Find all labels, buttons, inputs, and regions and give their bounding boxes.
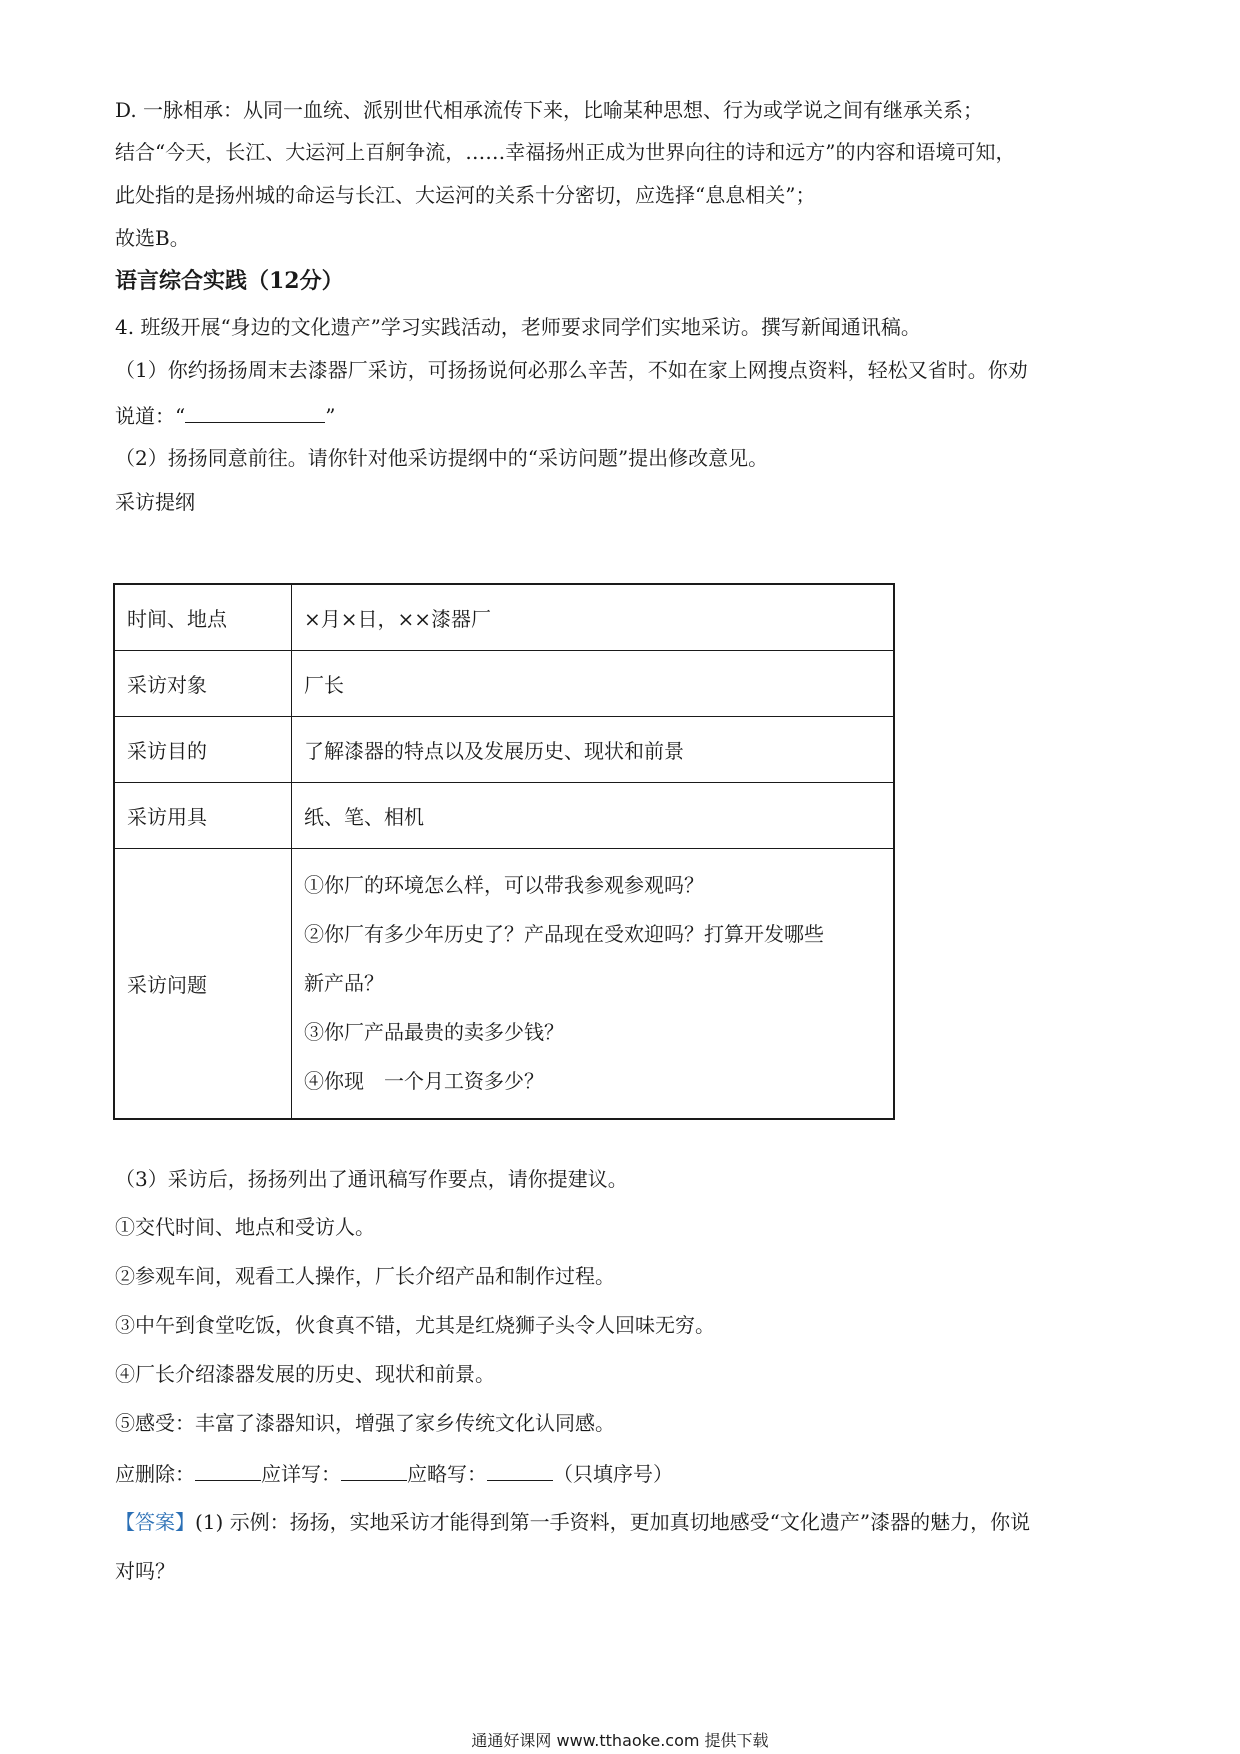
writing-point: ⑤感受：丰富了漆器知识，增强了家乡传统文化认同感。 (115, 1411, 615, 1435)
table-value: ×月×日，××漆器厂 (292, 584, 895, 650)
answer-line (115, 1510, 1030, 1534)
table-key: 时间、地点 (114, 584, 292, 650)
table-row (114, 650, 894, 716)
table-row (114, 848, 894, 1119)
question-item: ②你厂有多少年历史了？产品现在受欢迎吗？打算开发哪些 (304, 921, 824, 946)
table-row (114, 782, 894, 848)
answer-continuation: 对吗？ (115, 1559, 175, 1583)
question-4-part-3: （3）采访后，扬扬列出了通讯稿写作要点，请你提建议。 (115, 1167, 628, 1191)
writing-point: ①交代时间、地点和受访人。 (115, 1215, 375, 1239)
questions-cell (292, 848, 895, 1119)
delete-label: 应删除： (115, 1462, 195, 1486)
table-row (114, 584, 894, 650)
question-item: ①你厂的环境怎么样，可以带我参观参观吗？ (304, 872, 704, 897)
detail-label: 应详写： (261, 1462, 341, 1486)
question-item: ③你厂产品最贵的卖多少钱？ (304, 1019, 564, 1044)
table-key: 采访目的 (114, 716, 292, 782)
answer-blank (185, 402, 325, 423)
text-line: 此处指的是扬州城的命运与长江、大运河的关系十分密切，应选择“息息相关”； (115, 183, 816, 207)
table-value: 了解漆器的特点以及发展历史、现状和前景 (292, 716, 895, 782)
question-4-part-1: （1）你约扬扬周末去漆器厂采访，可扬扬说何必那么辛苦，不如在家上网搜点资料，轻松又省时。你劝 (115, 358, 1028, 382)
text-line: 故选B。 (115, 226, 190, 250)
table-row (114, 716, 894, 782)
table-key: 采访对象 (114, 650, 292, 716)
writing-point: ③中午到食堂吃饭，伙食真不错，尤其是红烧狮子头令人回味无穷。 (115, 1313, 715, 1337)
delete-blank (195, 1460, 261, 1481)
question-4-intro: 4. 班级开展“身边的文化遗产”学习实践活动，老师要求同学们实地采访。撰写新闻通讯稿。 (115, 315, 921, 339)
table-value: 纸、笔、相机 (292, 782, 895, 848)
footer-watermark: 通通好课网 www.tthaoke.com 提供下载 (471, 1731, 769, 1750)
section-title: 语言综合实践（12分） (115, 268, 344, 294)
table-value: 厂长 (292, 650, 895, 716)
detail-blank (341, 1460, 407, 1481)
question-item: 新产品？ (304, 970, 384, 995)
table-key: 采访问题 (114, 848, 292, 1119)
fill-in-line (115, 1460, 673, 1486)
brief-blank (487, 1460, 553, 1481)
table-key: 采访用具 (114, 782, 292, 848)
interview-outline-table (113, 583, 895, 1120)
answer-suffix: ” (325, 404, 336, 428)
writing-point: ②参观车间，观看工人操作，厂长介绍产品和制作过程。 (115, 1264, 615, 1288)
brief-label: 应略写： (407, 1462, 487, 1486)
outline-title: 采访提纲 (115, 490, 195, 514)
text-line: 结合“今天，长江、大运河上百舸争流，……幸福扬州正成为世界向往的诗和远方”的内容和语境可知， (115, 140, 1016, 164)
question-4-part-1-answer-line (115, 402, 335, 428)
text-line: D. 一脉相承：从同一血统、派别世代相承流传下来，比喻某种思想、行为或学说之间有继承关系； (115, 98, 984, 122)
answer-prefix: 说道：“ (115, 404, 186, 428)
question-4-part-2: （2）扬扬同意前往。请你针对他采访提纲中的“采访问题”提出修改意见。 (115, 446, 769, 470)
writing-point: ④厂长介绍漆器发展的历史、现状和前景。 (115, 1362, 495, 1386)
fill-note: （只填序号） (553, 1462, 673, 1486)
question-item: ④你现 一个月工资多少？ (304, 1068, 544, 1093)
answer-tag: 【答案】 (115, 1510, 195, 1534)
answer-text: (1) 示例：扬扬，实地采访才能得到第一手资料，更加真切地感受“文化遗产”漆器的魅力，你说 (195, 1510, 1031, 1534)
